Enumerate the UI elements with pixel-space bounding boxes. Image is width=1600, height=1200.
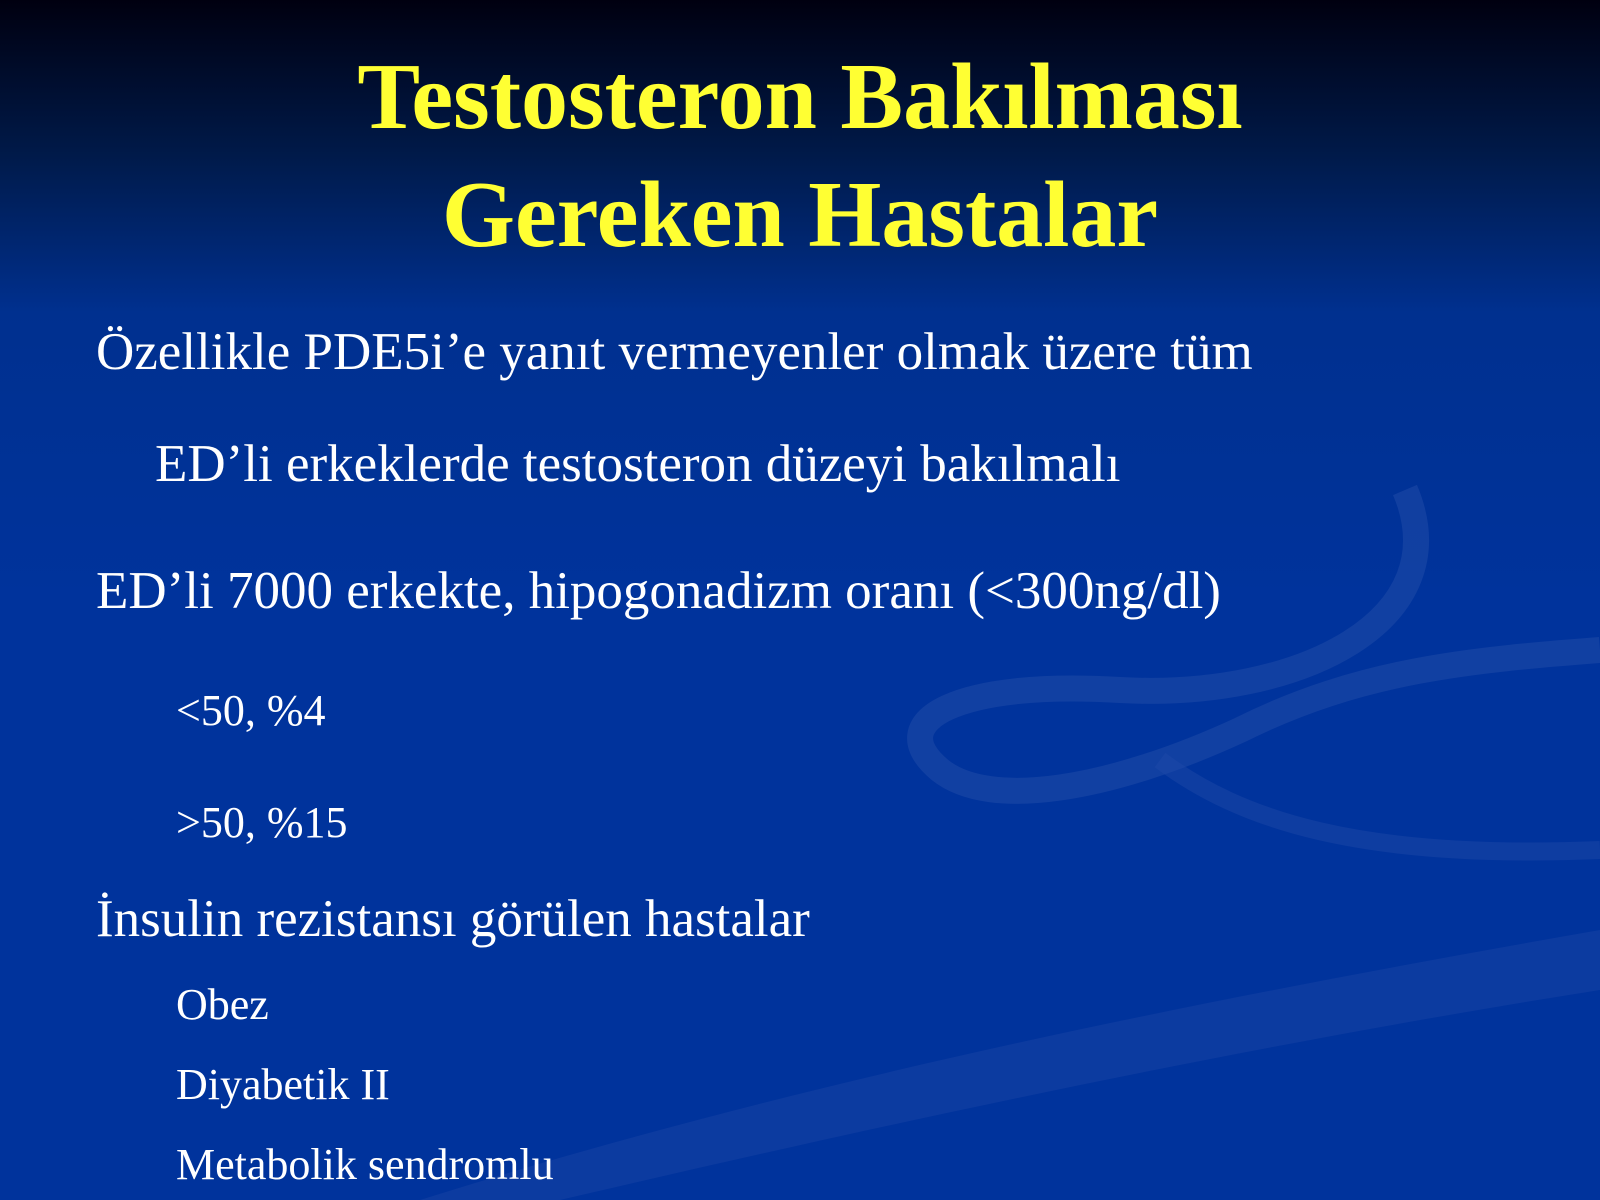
slide-title <box>0 38 1600 274</box>
sub-bullet-obez: Obez <box>176 980 269 1029</box>
bullet-text-1: Özellikle PDE5i’e yanıt vermeyenler olmak üzere tüm <box>96 323 1253 381</box>
bullet-text-1-continued: ED’li erkeklerde testosteron düzeyi bakılmalı <box>155 435 1121 493</box>
bullet-text-3: İnsulin rezistansı görülen hastalar <box>96 890 810 948</box>
sub-bullet-over-50: >50, %15 <box>176 798 348 847</box>
title-line-1: Testosteron Bakılması <box>357 45 1243 149</box>
sub-bullet-under-50: <50, %4 <box>176 686 326 735</box>
sub-bullet-metabolik: Metabolik sendromlu <box>176 1140 554 1189</box>
bullet-text-2: ED’li 7000 erkekte, hipogonadizm oranı (<300ng/dl) <box>96 562 1221 620</box>
title-line-2: Gereken Hastalar <box>441 163 1159 267</box>
sub-bullet-diyabetik: Diyabetik II <box>176 1060 390 1109</box>
